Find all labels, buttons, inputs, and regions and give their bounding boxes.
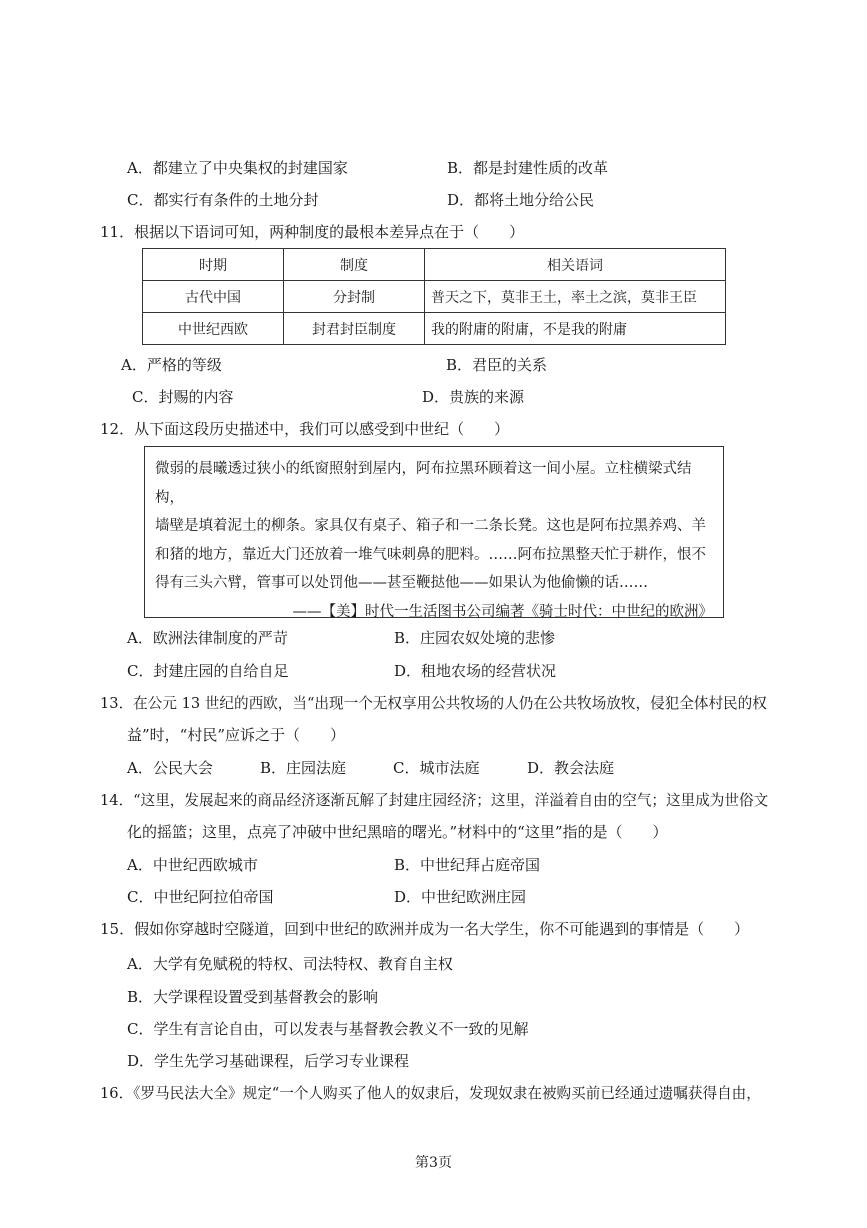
table-cell: 封君封臣制度 bbox=[284, 313, 425, 345]
table-header: 制度 bbox=[284, 249, 425, 281]
table-row bbox=[143, 313, 726, 345]
q10-option-a: A．都建立了中央集权的封建国家 bbox=[127, 159, 348, 177]
q11-option-b: B．君臣的关系 bbox=[446, 356, 548, 374]
q12-option-b: B．庄园农奴处境的悲惨 bbox=[394, 629, 556, 647]
q15-option-a: A．大学有免赋税的特权、司法特权、教育自主权 bbox=[127, 955, 453, 973]
passage-line: 墙壁是填着泥土的柳条。家具仅有桌子、箱子和一二条长凳。这也是阿布拉黑养鸡、羊 bbox=[155, 518, 706, 534]
q15-stem: 15．假如你穿越时空隧道，回到中世纪的欧洲并成为一名大学生，你不可能遇到的事情是（ ） bbox=[100, 920, 750, 938]
table-header: 相关语词 bbox=[425, 249, 726, 281]
table-cell: 中世纪西欧 bbox=[143, 313, 284, 345]
q11-option-a: A．严格的等级 bbox=[121, 356, 222, 374]
table-cell: 普天之下，莫非王土，率土之滨，莫非王臣 bbox=[425, 281, 726, 313]
q10-option-b: B．都是封建性质的改革 bbox=[447, 159, 609, 177]
page-number: 第3页 bbox=[415, 1155, 452, 1171]
passage-line: 得有三头六臂，管事可以处罚他——甚至鞭挞他——如果认为他偷懒的话…… bbox=[155, 575, 648, 591]
q14-option-b: B．中世纪拜占庭帝国 bbox=[394, 856, 541, 874]
q13-stem-line1: 13．在公元 13 世纪的西欧，当“出现一个无权享用公共牧场的人仍在公共牧场放牧，侵犯全体村民的权 bbox=[100, 695, 767, 712]
table-row bbox=[143, 281, 726, 313]
q14-option-d: D．中世纪欧洲庄园 bbox=[394, 888, 527, 906]
passage-line: 微弱的晨曦透过狭小的纸窗照射到屋内，阿布拉黑环顾着这一间小屋。立柱横梁式结构， bbox=[155, 461, 692, 506]
table-cell: 古代中国 bbox=[143, 281, 284, 313]
table-header: 时期 bbox=[143, 249, 284, 281]
table-cell: 分封制 bbox=[284, 281, 425, 313]
q15-option-c: C．学生有言论自由，可以发表与基督教会教义不一致的见解 bbox=[127, 1020, 529, 1038]
q14-option-c: C．中世纪阿拉伯帝国 bbox=[127, 888, 274, 906]
q14-stem-line1: 14．“这里，发展起来的商品经济逐渐瓦解了封建庄园经济；这里，洋溢着自由的空气；这里成为世俗文 bbox=[100, 792, 769, 809]
q13-stem-line2: 益”时，“村民”应诉之于（ ） bbox=[127, 726, 346, 744]
table-cell: 我的附庸的附庸，不是我的附庸 bbox=[425, 313, 726, 345]
q12-option-c: C．封建庄园的自给自足 bbox=[127, 662, 289, 680]
q13-option-c: C．城市法庭 bbox=[393, 759, 480, 777]
q11-stem: 11．根据以下语词可知，两种制度的最根本差异点在于（ ） bbox=[100, 223, 525, 241]
q10-option-d: D．都将土地分给公民 bbox=[447, 191, 595, 209]
q12-stem: 12．从下面这段历史描述中，我们可以感受到中世纪（ ） bbox=[100, 420, 510, 438]
q13-option-b: B．庄园法庭 bbox=[260, 759, 347, 777]
q16-stem-line1: 16．《罗马民法大全》规定“一个人购买了他人的奴隶后，发现奴隶在被购买前已经通过遗嘱获得自由， bbox=[100, 1085, 761, 1102]
q12-option-d: D．租地农场的经营状况 bbox=[394, 662, 557, 680]
q11-option-c: C．封赐的内容 bbox=[132, 388, 234, 406]
q12-passage-box bbox=[144, 446, 724, 618]
passage-source: ——【美】时代一生活图书公司编著《骑士时代：中世纪的欧洲》 bbox=[292, 603, 713, 620]
q15-option-b: B．大学课程设置受到基督教会的影响 bbox=[127, 988, 379, 1006]
q10-option-c: C．都实行有条件的土地分封 bbox=[127, 191, 319, 209]
q15-option-d: D．学生先学习基础课程，后学习专业课程 bbox=[127, 1052, 410, 1070]
q14-stem-line2: 化的摇篮；这里，点亮了冲破中世纪黑暗的曙光。”材料中的“这里”指的是（ ） bbox=[127, 823, 668, 841]
table-header-row bbox=[143, 249, 726, 281]
q11-table bbox=[142, 248, 726, 345]
q12-option-a: A．欧洲法律制度的严苛 bbox=[127, 629, 288, 647]
q13-option-a: A．公民大会 bbox=[127, 759, 213, 777]
passage-line: 和猪的地方，靠近大门还放着一堆气味刺鼻的肥料。……阿布拉黑整天忙于耕作，恨不 bbox=[155, 546, 706, 563]
q14-option-a: A．中世纪西欧城市 bbox=[127, 856, 258, 874]
q11-option-d: D．贵族的来源 bbox=[422, 388, 525, 406]
q13-option-d: D．教会法庭 bbox=[527, 759, 615, 777]
